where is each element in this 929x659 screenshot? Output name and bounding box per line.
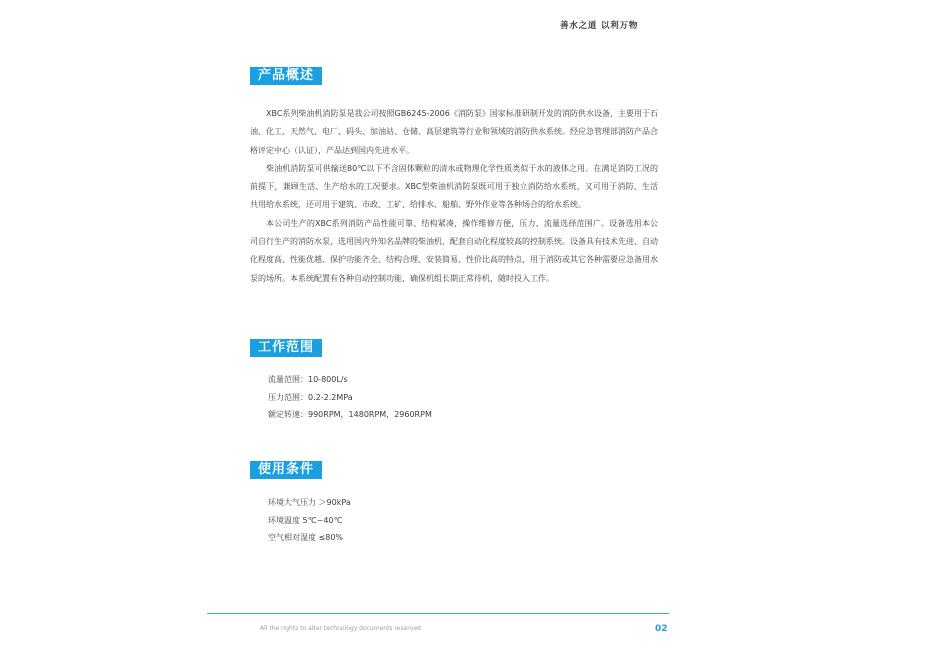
section-title-conditions: 使用条件 bbox=[250, 461, 322, 479]
condition-pressure: 环境大气压力 ＞90kPa bbox=[268, 498, 351, 507]
header-tagline: 善水之道 以利万物 bbox=[560, 21, 639, 31]
page-number: 02 bbox=[655, 624, 668, 634]
footer-divider bbox=[207, 613, 669, 614]
section-title-overview: 产品概述 bbox=[250, 67, 322, 85]
footer-note: All the rights to alter technology documents reserved bbox=[260, 625, 421, 632]
condition-humidity: 空气相对湿度 ≤80% bbox=[268, 533, 344, 542]
condition-temperature: 环境温度 5℃~40℃ bbox=[268, 515, 343, 525]
overview-paragraph-1: XBC系列柴油机消防泵是我公司按照GB6245-2006《消防泵》国家标准研制开发的消防供水设备，主要用于石油、化工、天然气、电厂、码头、加油站、仓储、高层建筑等行业和领域的消防供水系统。经应急管理部消防产品合格评定中心（认证），产品达到国内先进水平。 bbox=[250, 109, 658, 155]
overview-paragraph-3: 本公司生产的XBC系列消防产品性能可靠、结构紧凑，操作维修方便，压力、流量选择范围广。设备选用本公司自行生产的消防水泵，选用国内外知名品牌的柴油机，配套自动化程度较高的控制系统。设备具有技术先进、自动化程度高、性能优越、保护功能齐全、结构合理、安装简易、性价比高的特点，用于消防或其它各种需要应急备用水泵的场所。本系统配置有各种自动控制功能，确保机组长期正常待机，随时投入工作。 bbox=[250, 218, 658, 283]
conditions-list bbox=[268, 494, 351, 547]
work-range-flow: 流量范围：10-800L/s bbox=[268, 375, 348, 384]
overview-body bbox=[250, 105, 658, 288]
work-range-speed: 额定转速：990RPM，1480RPM，2960RPM bbox=[268, 410, 432, 419]
work-range-list bbox=[268, 371, 432, 424]
section-title-work-range: 工作范围 bbox=[250, 339, 322, 357]
work-range-pressure: 压力范围：0.2-2.2MPa bbox=[268, 392, 353, 402]
overview-paragraph-2: 柴油机消防泵可供输送80℃以下不含固体颗粒的清水或物理化学性质类似于水的液体之用。在满足消防工况的前提下，兼顾生活、生产给水的工况要求。XBC型柴油机消防泵既可用于独立消防给水系统，又可用于消防、生活共用给水系统，还可用于建筑、市政、工矿、给排水、船舶、野外作业等各种场合的给水系统。 bbox=[250, 163, 658, 210]
